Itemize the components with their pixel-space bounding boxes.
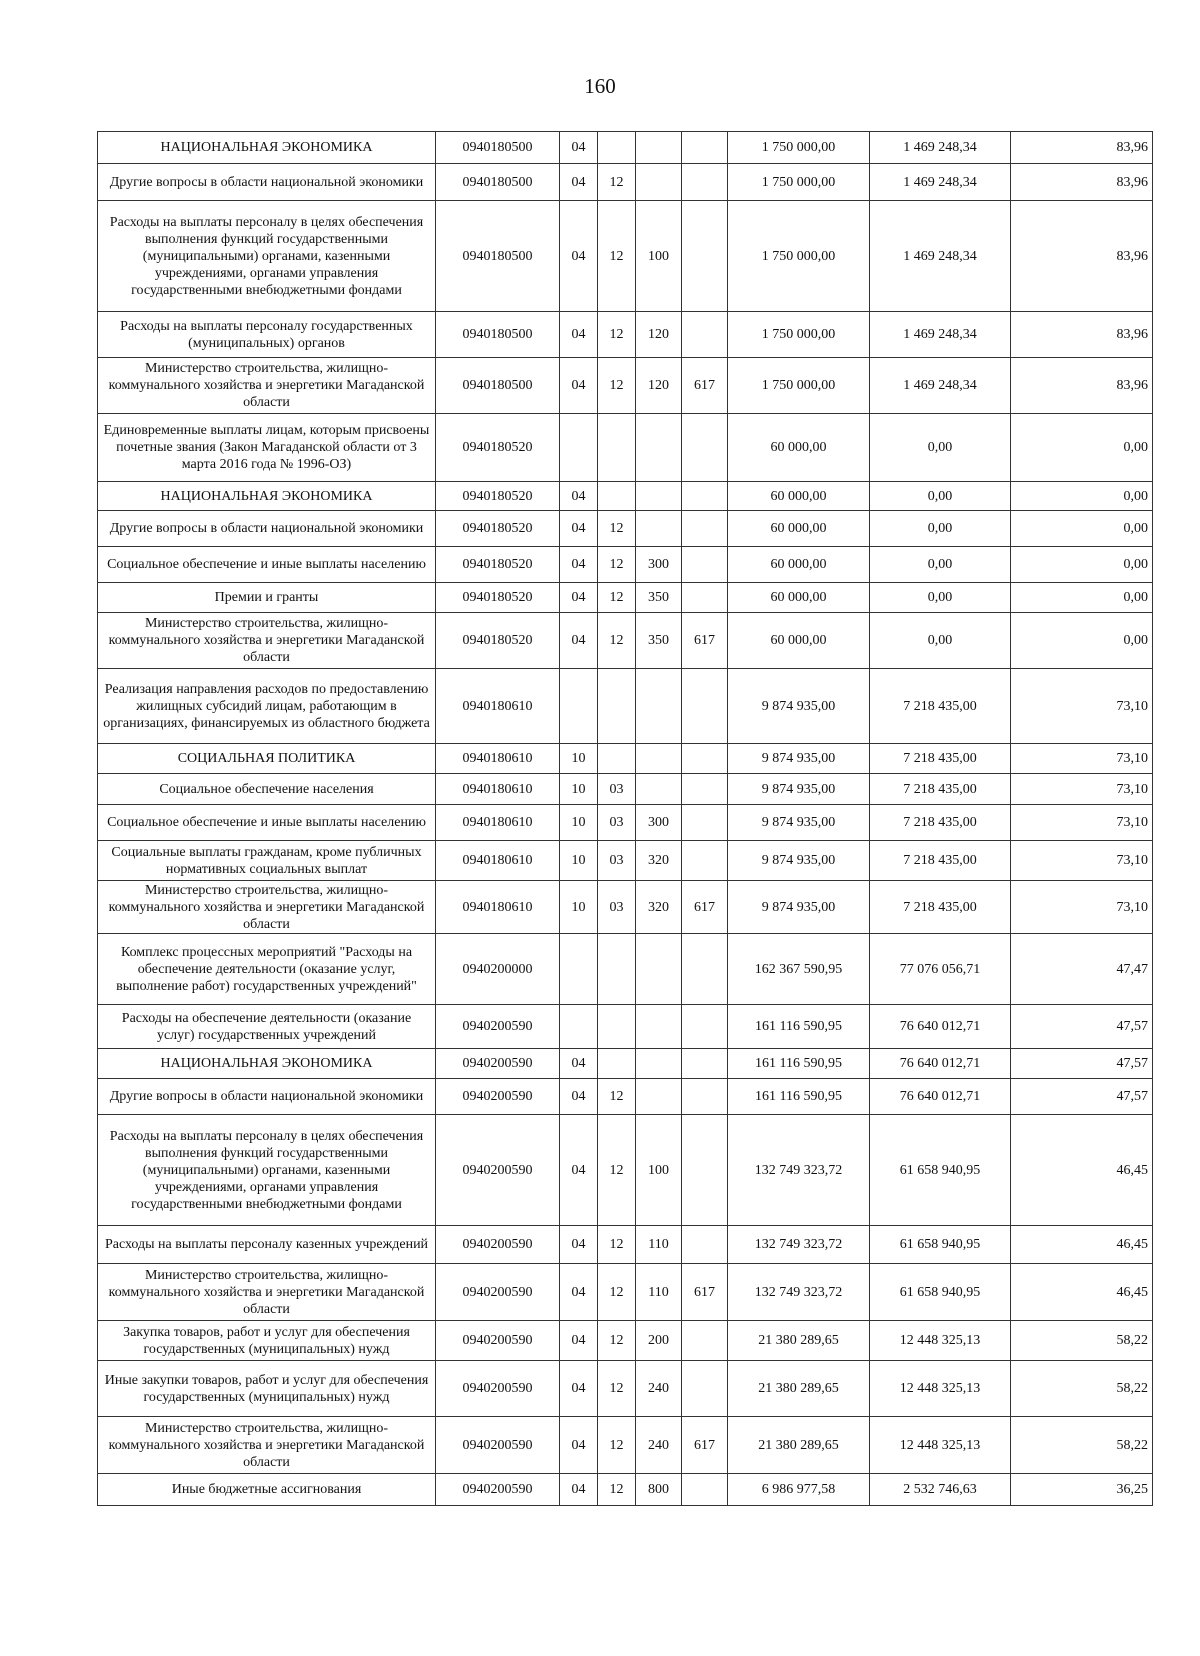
actual-amount: 1 469 248,34 — [870, 312, 1011, 358]
table-row — [98, 201, 1153, 312]
expense-type-code: 300 — [636, 547, 682, 583]
actual-amount: 61 658 940,95 — [870, 1264, 1011, 1321]
row-description: Другие вопросы в области национальной экономики — [98, 1079, 436, 1115]
target-code: 0940200590 — [436, 1079, 560, 1115]
execution-percent: 58,22 — [1011, 1321, 1153, 1361]
target-code: 0940180520 — [436, 414, 560, 482]
table-row — [98, 1079, 1153, 1115]
execution-percent: 47,47 — [1011, 934, 1153, 1005]
subsection-code — [598, 1049, 636, 1079]
actual-amount: 76 640 012,71 — [870, 1079, 1011, 1115]
execution-percent: 73,10 — [1011, 805, 1153, 841]
row-description: Премии и гранты — [98, 583, 436, 613]
table-row — [98, 1474, 1153, 1506]
row-description: Социальные выплаты гражданам, кроме публичных нормативных социальных выплат — [98, 841, 436, 881]
actual-amount: 0,00 — [870, 547, 1011, 583]
row-description: Расходы на выплаты персоналу государственных (муниципальных) органов — [98, 312, 436, 358]
admin-code — [682, 482, 728, 511]
actual-amount: 7 218 435,00 — [870, 744, 1011, 774]
planned-amount: 60 000,00 — [728, 583, 870, 613]
execution-percent: 73,10 — [1011, 774, 1153, 805]
planned-amount: 1 750 000,00 — [728, 312, 870, 358]
table-row — [98, 358, 1153, 414]
admin-code — [682, 511, 728, 547]
target-code: 0940180610 — [436, 669, 560, 744]
expense-type-code: 320 — [636, 881, 682, 934]
section-code: 04 — [560, 547, 598, 583]
table-row — [98, 414, 1153, 482]
planned-amount: 132 749 323,72 — [728, 1226, 870, 1264]
expense-type-code: 240 — [636, 1361, 682, 1417]
planned-amount: 60 000,00 — [728, 482, 870, 511]
admin-code — [682, 201, 728, 312]
section-code: 04 — [560, 511, 598, 547]
target-code: 0940200590 — [436, 1005, 560, 1049]
table-row — [98, 1417, 1153, 1474]
admin-code — [682, 1005, 728, 1049]
planned-amount: 60 000,00 — [728, 547, 870, 583]
planned-amount: 162 367 590,95 — [728, 934, 870, 1005]
budget-table — [97, 131, 1153, 1506]
table-row — [98, 547, 1153, 583]
execution-percent: 46,45 — [1011, 1264, 1153, 1321]
actual-amount: 1 469 248,34 — [870, 358, 1011, 414]
planned-amount: 21 380 289,65 — [728, 1321, 870, 1361]
actual-amount: 1 469 248,34 — [870, 201, 1011, 312]
expense-type-code: 800 — [636, 1474, 682, 1506]
target-code: 0940200590 — [436, 1115, 560, 1226]
execution-percent: 83,96 — [1011, 201, 1153, 312]
section-code: 04 — [560, 1079, 598, 1115]
execution-percent: 0,00 — [1011, 583, 1153, 613]
target-code: 0940180500 — [436, 201, 560, 312]
actual-amount: 0,00 — [870, 414, 1011, 482]
table-row — [98, 1049, 1153, 1079]
execution-percent: 0,00 — [1011, 613, 1153, 669]
subsection-code: 12 — [598, 1079, 636, 1115]
admin-code: 617 — [682, 1417, 728, 1474]
actual-amount: 0,00 — [870, 583, 1011, 613]
expense-type-code — [636, 482, 682, 511]
table-row — [98, 164, 1153, 201]
target-code: 0940180520 — [436, 482, 560, 511]
row-description: Министерство строительства, жилищно-коммунального хозяйства и энергетики Магаданской области — [98, 1264, 436, 1321]
actual-amount: 61 658 940,95 — [870, 1115, 1011, 1226]
admin-code — [682, 132, 728, 164]
target-code: 0940180520 — [436, 547, 560, 583]
expense-type-code: 200 — [636, 1321, 682, 1361]
section-code: 04 — [560, 613, 598, 669]
section-code: 04 — [560, 1321, 598, 1361]
planned-amount: 60 000,00 — [728, 613, 870, 669]
expense-type-code — [636, 1005, 682, 1049]
planned-amount: 21 380 289,65 — [728, 1361, 870, 1417]
planned-amount: 6 986 977,58 — [728, 1474, 870, 1506]
row-description: Расходы на обеспечение деятельности (оказание услуг) государственных учреждений — [98, 1005, 436, 1049]
expense-type-code: 110 — [636, 1264, 682, 1321]
section-code: 04 — [560, 1115, 598, 1226]
section-code: 04 — [560, 1264, 598, 1321]
expense-type-code — [636, 1049, 682, 1079]
section-code: 04 — [560, 201, 598, 312]
page-number: 160 — [584, 74, 616, 98]
planned-amount: 161 116 590,95 — [728, 1079, 870, 1115]
table-row — [98, 774, 1153, 805]
expense-type-code — [636, 669, 682, 744]
expense-type-code — [636, 774, 682, 805]
actual-amount: 7 218 435,00 — [870, 669, 1011, 744]
row-description: Министерство строительства, жилищно-коммунального хозяйства и энергетики Магаданской области — [98, 613, 436, 669]
admin-code: 617 — [682, 358, 728, 414]
subsection-code: 12 — [598, 1361, 636, 1417]
admin-code — [682, 1049, 728, 1079]
execution-percent: 83,96 — [1011, 358, 1153, 414]
section-code: 04 — [560, 312, 598, 358]
subsection-code — [598, 1005, 636, 1049]
admin-code — [682, 841, 728, 881]
row-description: Иные бюджетные ассигнования — [98, 1474, 436, 1506]
table-row — [98, 1115, 1153, 1226]
table-body — [98, 132, 1153, 1506]
planned-amount: 9 874 935,00 — [728, 881, 870, 934]
execution-percent: 0,00 — [1011, 511, 1153, 547]
planned-amount: 132 749 323,72 — [728, 1115, 870, 1226]
planned-amount: 9 874 935,00 — [728, 774, 870, 805]
section-code: 04 — [560, 358, 598, 414]
subsection-code: 03 — [598, 841, 636, 881]
actual-amount: 0,00 — [870, 482, 1011, 511]
actual-amount: 7 218 435,00 — [870, 881, 1011, 934]
section-code: 10 — [560, 841, 598, 881]
target-code: 0940180610 — [436, 881, 560, 934]
admin-code — [682, 744, 728, 774]
row-description: НАЦИОНАЛЬНАЯ ЭКОНОМИКА — [98, 482, 436, 511]
table-row — [98, 1321, 1153, 1361]
row-description: Социальное обеспечение населения — [98, 774, 436, 805]
row-description: Министерство строительства, жилищно-коммунального хозяйства и энергетики Магаданской области — [98, 881, 436, 934]
subsection-code: 12 — [598, 312, 636, 358]
expense-type-code: 100 — [636, 201, 682, 312]
table-row — [98, 669, 1153, 744]
execution-percent: 73,10 — [1011, 881, 1153, 934]
planned-amount: 1 750 000,00 — [728, 358, 870, 414]
section-code — [560, 1005, 598, 1049]
row-description: Иные закупки товаров, работ и услуг для обеспечения государственных (муниципальных) нужд — [98, 1361, 436, 1417]
planned-amount: 132 749 323,72 — [728, 1264, 870, 1321]
execution-percent: 36,25 — [1011, 1474, 1153, 1506]
subsection-code — [598, 669, 636, 744]
execution-percent: 46,45 — [1011, 1226, 1153, 1264]
actual-amount: 76 640 012,71 — [870, 1005, 1011, 1049]
execution-percent: 47,57 — [1011, 1079, 1153, 1115]
target-code: 0940180520 — [436, 613, 560, 669]
planned-amount: 9 874 935,00 — [728, 669, 870, 744]
planned-amount: 1 750 000,00 — [728, 132, 870, 164]
section-code: 10 — [560, 881, 598, 934]
admin-code: 617 — [682, 881, 728, 934]
actual-amount: 7 218 435,00 — [870, 774, 1011, 805]
admin-code — [682, 934, 728, 1005]
execution-percent: 46,45 — [1011, 1115, 1153, 1226]
admin-code — [682, 1361, 728, 1417]
target-code: 0940200590 — [436, 1264, 560, 1321]
admin-code — [682, 1079, 728, 1115]
subsection-code: 12 — [598, 1417, 636, 1474]
execution-percent: 0,00 — [1011, 414, 1153, 482]
expense-type-code: 320 — [636, 841, 682, 881]
target-code: 0940180610 — [436, 744, 560, 774]
admin-code — [682, 1115, 728, 1226]
target-code: 0940200000 — [436, 934, 560, 1005]
table-row — [98, 934, 1153, 1005]
section-code: 10 — [560, 774, 598, 805]
actual-amount: 76 640 012,71 — [870, 1049, 1011, 1079]
execution-percent: 58,22 — [1011, 1417, 1153, 1474]
admin-code: 617 — [682, 1264, 728, 1321]
admin-code — [682, 669, 728, 744]
target-code: 0940200590 — [436, 1474, 560, 1506]
actual-amount: 77 076 056,71 — [870, 934, 1011, 1005]
execution-percent: 47,57 — [1011, 1005, 1153, 1049]
subsection-code: 12 — [598, 1226, 636, 1264]
table-row — [98, 744, 1153, 774]
actual-amount: 0,00 — [870, 511, 1011, 547]
subsection-code — [598, 132, 636, 164]
section-code: 10 — [560, 744, 598, 774]
row-description: Комплекс процессных мероприятий "Расходы на обеспечение деятельности (оказание услуг, выполнение работ) государственных учреждений" — [98, 934, 436, 1005]
expense-type-code — [636, 132, 682, 164]
subsection-code: 12 — [598, 1115, 636, 1226]
expense-type-code — [636, 1079, 682, 1115]
table-row — [98, 841, 1153, 881]
table-row — [98, 482, 1153, 511]
section-code: 04 — [560, 482, 598, 511]
expense-type-code: 110 — [636, 1226, 682, 1264]
subsection-code — [598, 482, 636, 511]
actual-amount: 1 469 248,34 — [870, 132, 1011, 164]
planned-amount: 1 750 000,00 — [728, 164, 870, 201]
section-code: 04 — [560, 132, 598, 164]
section-code — [560, 669, 598, 744]
execution-percent: 83,96 — [1011, 132, 1153, 164]
actual-amount: 7 218 435,00 — [870, 805, 1011, 841]
planned-amount: 9 874 935,00 — [728, 744, 870, 774]
execution-percent: 83,96 — [1011, 312, 1153, 358]
target-code: 0940180610 — [436, 774, 560, 805]
row-description: НАЦИОНАЛЬНАЯ ЭКОНОМИКА — [98, 1049, 436, 1079]
section-code — [560, 934, 598, 1005]
execution-percent: 0,00 — [1011, 547, 1153, 583]
planned-amount: 1 750 000,00 — [728, 201, 870, 312]
planned-amount: 60 000,00 — [728, 414, 870, 482]
subsection-code: 03 — [598, 774, 636, 805]
table-row — [98, 1226, 1153, 1264]
table-row — [98, 1005, 1153, 1049]
subsection-code: 12 — [598, 1321, 636, 1361]
expense-type-code: 300 — [636, 805, 682, 841]
row-description: Расходы на выплаты персоналу в целях обеспечения выполнения функций государственными (муниципальными) органами, казенными учреждениями, органами управления государственными внебюджетными фондами — [98, 201, 436, 312]
expense-type-code: 100 — [636, 1115, 682, 1226]
expense-type-code: 350 — [636, 583, 682, 613]
subsection-code: 12 — [598, 613, 636, 669]
execution-percent: 83,96 — [1011, 164, 1153, 201]
subsection-code — [598, 744, 636, 774]
section-code: 04 — [560, 164, 598, 201]
subsection-code: 12 — [598, 201, 636, 312]
target-code: 0940200590 — [436, 1049, 560, 1079]
row-description: Расходы на выплаты персоналу в целях обеспечения выполнения функций государственными (муниципальными) органами, казенными учреждениями, органами управления государственными внебюджетными фондами — [98, 1115, 436, 1226]
actual-amount: 61 658 940,95 — [870, 1226, 1011, 1264]
execution-percent: 73,10 — [1011, 744, 1153, 774]
target-code: 0940180500 — [436, 358, 560, 414]
admin-code: 617 — [682, 613, 728, 669]
expense-type-code: 240 — [636, 1417, 682, 1474]
target-code: 0940180500 — [436, 312, 560, 358]
execution-percent: 73,10 — [1011, 669, 1153, 744]
admin-code — [682, 1321, 728, 1361]
actual-amount: 0,00 — [870, 613, 1011, 669]
subsection-code: 12 — [598, 164, 636, 201]
actual-amount: 2 532 746,63 — [870, 1474, 1011, 1506]
subsection-code — [598, 934, 636, 1005]
target-code: 0940200590 — [436, 1321, 560, 1361]
actual-amount: 7 218 435,00 — [870, 841, 1011, 881]
admin-code — [682, 414, 728, 482]
table-row — [98, 1264, 1153, 1321]
execution-percent: 0,00 — [1011, 482, 1153, 511]
subsection-code: 03 — [598, 881, 636, 934]
expense-type-code — [636, 511, 682, 547]
subsection-code — [598, 414, 636, 482]
expense-type-code — [636, 934, 682, 1005]
row-description: Единовременные выплаты лицам, которым присвоены почетные звания (Закон Магаданской области от 3 марта 2016 года № 1996-ОЗ) — [98, 414, 436, 482]
actual-amount: 12 448 325,13 — [870, 1321, 1011, 1361]
section-code: 04 — [560, 1417, 598, 1474]
admin-code — [682, 583, 728, 613]
actual-amount: 1 469 248,34 — [870, 164, 1011, 201]
planned-amount: 21 380 289,65 — [728, 1417, 870, 1474]
table-row — [98, 511, 1153, 547]
row-description: Другие вопросы в области национальной экономики — [98, 511, 436, 547]
row-description: Другие вопросы в области национальной экономики — [98, 164, 436, 201]
expense-type-code — [636, 164, 682, 201]
planned-amount: 60 000,00 — [728, 511, 870, 547]
section-code: 04 — [560, 583, 598, 613]
table-row — [98, 1361, 1153, 1417]
target-code: 0940200590 — [436, 1226, 560, 1264]
row-description: Социальное обеспечение и иные выплаты населению — [98, 805, 436, 841]
target-code: 0940180500 — [436, 164, 560, 201]
admin-code — [682, 1226, 728, 1264]
actual-amount: 12 448 325,13 — [870, 1417, 1011, 1474]
subsection-code: 12 — [598, 1474, 636, 1506]
table-row — [98, 881, 1153, 934]
expense-type-code: 350 — [636, 613, 682, 669]
target-code: 0940200590 — [436, 1361, 560, 1417]
section-code: 04 — [560, 1049, 598, 1079]
subsection-code: 03 — [598, 805, 636, 841]
expense-type-code — [636, 414, 682, 482]
target-code: 0940180610 — [436, 805, 560, 841]
section-code: 10 — [560, 805, 598, 841]
admin-code — [682, 805, 728, 841]
planned-amount: 9 874 935,00 — [728, 805, 870, 841]
target-code: 0940180500 — [436, 132, 560, 164]
planned-amount: 161 116 590,95 — [728, 1005, 870, 1049]
admin-code — [682, 164, 728, 201]
execution-percent: 47,57 — [1011, 1049, 1153, 1079]
section-code — [560, 414, 598, 482]
target-code: 0940180520 — [436, 583, 560, 613]
target-code: 0940180610 — [436, 841, 560, 881]
row-description: Расходы на выплаты персоналу казенных учреждений — [98, 1226, 436, 1264]
expense-type-code — [636, 744, 682, 774]
subsection-code: 12 — [598, 511, 636, 547]
section-code: 04 — [560, 1361, 598, 1417]
execution-percent: 58,22 — [1011, 1361, 1153, 1417]
admin-code — [682, 1474, 728, 1506]
row-description: СОЦИАЛЬНАЯ ПОЛИТИКА — [98, 744, 436, 774]
subsection-code: 12 — [598, 547, 636, 583]
table-row — [98, 805, 1153, 841]
section-code: 04 — [560, 1226, 598, 1264]
table-row — [98, 132, 1153, 164]
row-description: НАЦИОНАЛЬНАЯ ЭКОНОМИКА — [98, 132, 436, 164]
row-description: Реализация направления расходов по предоставлению жилищных субсидий лицам, работающим в организациях, финансируемых из областного бюджета — [98, 669, 436, 744]
row-description: Закупка товаров, работ и услуг для обеспечения государственных (муниципальных) нужд — [98, 1321, 436, 1361]
subsection-code: 12 — [598, 1264, 636, 1321]
subsection-code: 12 — [598, 583, 636, 613]
section-code: 04 — [560, 1474, 598, 1506]
row-description: Социальное обеспечение и иные выплаты населению — [98, 547, 436, 583]
admin-code — [682, 547, 728, 583]
table-row — [98, 312, 1153, 358]
execution-percent: 73,10 — [1011, 841, 1153, 881]
subsection-code: 12 — [598, 358, 636, 414]
table-row — [98, 583, 1153, 613]
table-row — [98, 613, 1153, 669]
expense-type-code: 120 — [636, 312, 682, 358]
target-code: 0940180520 — [436, 511, 560, 547]
planned-amount: 9 874 935,00 — [728, 841, 870, 881]
target-code: 0940200590 — [436, 1417, 560, 1474]
actual-amount: 12 448 325,13 — [870, 1361, 1011, 1417]
row-description: Министерство строительства, жилищно-коммунального хозяйства и энергетики Магаданской области — [98, 358, 436, 414]
expense-type-code: 120 — [636, 358, 682, 414]
row-description: Министерство строительства, жилищно-коммунального хозяйства и энергетики Магаданской области — [98, 1417, 436, 1474]
admin-code — [682, 312, 728, 358]
planned-amount: 161 116 590,95 — [728, 1049, 870, 1079]
admin-code — [682, 774, 728, 805]
